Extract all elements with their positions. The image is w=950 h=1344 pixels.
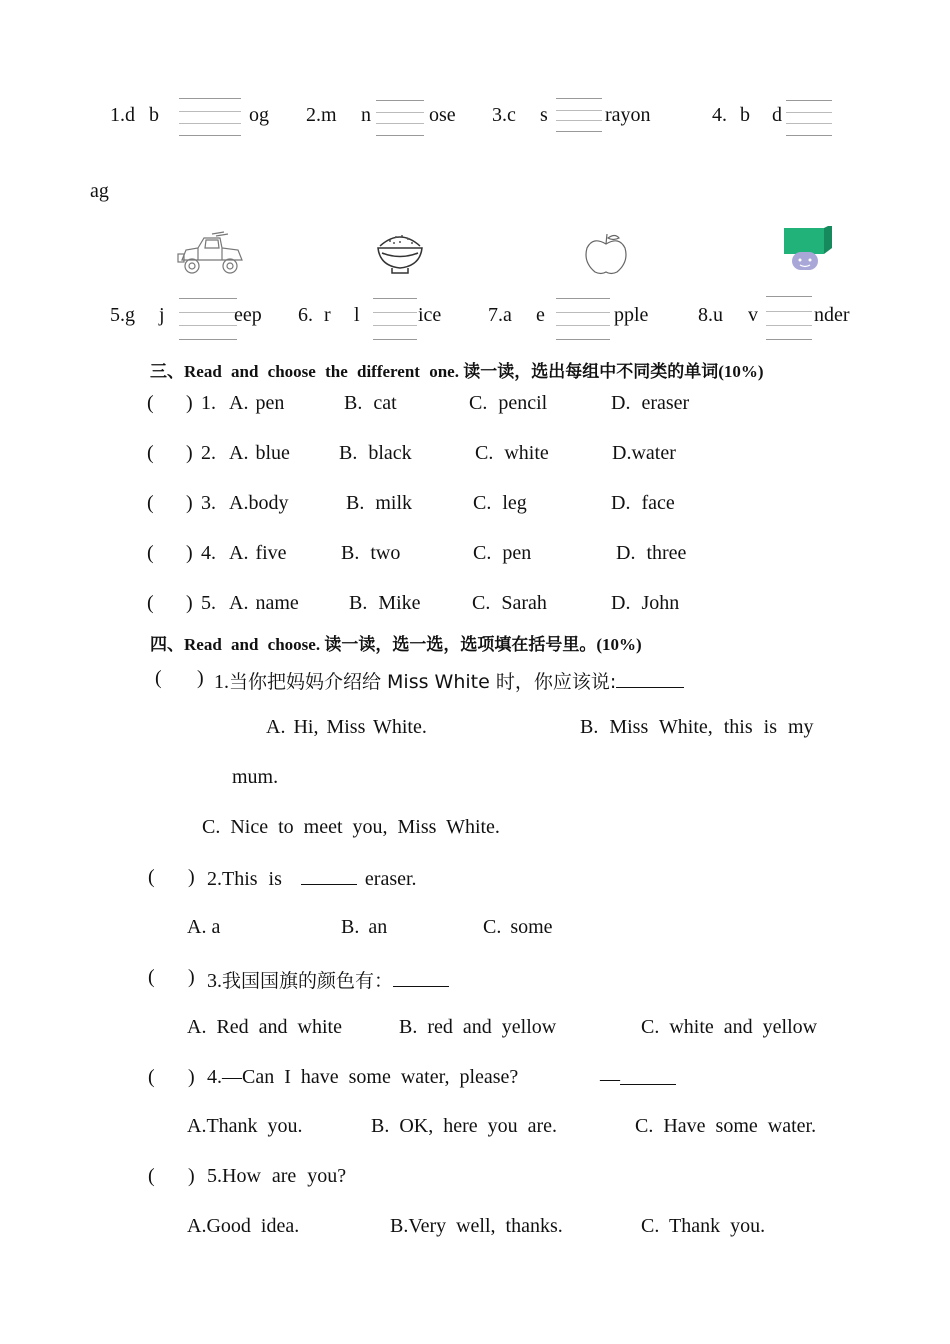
answer-paren-open: ( <box>147 592 154 614</box>
item-7-ending: pple <box>614 304 649 326</box>
option-d[interactable]: D. John <box>611 592 680 614</box>
part3-title: 三、Read and choose the different one. 读一读，选出每组中不同类的单词(10%) <box>150 362 764 382</box>
q3-option-a[interactable]: A. Red and white <box>187 1016 342 1038</box>
answer-paren-close: ) <box>197 667 204 689</box>
answer-paren-open: ( <box>148 1165 155 1187</box>
q4-option-c[interactable]: C. Have some water. <box>635 1115 817 1137</box>
question-4-1-text: 1.当你把妈妈介绍给 Miss White 时，你应该说: <box>214 667 684 694</box>
option-a[interactable]: A. blue <box>229 442 290 464</box>
option-a[interactable]: A. name <box>229 592 299 614</box>
question-number: 5. <box>201 592 216 614</box>
q4-option-b[interactable]: B. OK, here you are. <box>371 1115 558 1137</box>
item-1-ending: og <box>249 104 269 126</box>
option-a[interactable]: A.body <box>229 492 289 514</box>
item-6-ending: ice <box>418 304 442 326</box>
part4-title: 四、Read and choose. 读一读，选一选，选项填在括号里。(10%) <box>150 635 642 655</box>
item-5-write-lines[interactable] <box>179 298 237 340</box>
item-8-ending: nder <box>814 304 850 326</box>
question-number: 3. <box>201 492 216 514</box>
item-2-ending: ose <box>429 104 456 126</box>
item-4-letter-1: b <box>740 104 750 126</box>
question-number: 4. <box>201 542 216 564</box>
question-4-4-reply: — <box>600 1066 676 1091</box>
option-b[interactable]: B. cat <box>344 392 397 414</box>
q3-option-b[interactable]: B. red and yellow <box>399 1016 557 1038</box>
question-4-3-text: 3.我国国旗的颜色有： <box>207 966 449 993</box>
q3-option-c[interactable]: C. white and yellow <box>641 1016 818 1038</box>
answer-paren-open: ( <box>147 442 154 464</box>
option-b[interactable]: B. milk <box>346 492 413 514</box>
jeep-icon <box>176 230 246 280</box>
item-6-letter-2: l <box>354 304 360 326</box>
item-8-number: 8.u <box>698 304 723 326</box>
eraser-icon <box>782 226 834 274</box>
item-1-write-lines[interactable] <box>179 98 241 136</box>
answer-paren-open: ( <box>148 966 155 988</box>
q5-option-b[interactable]: B.Very well, thanks. <box>390 1215 563 1237</box>
item-2-letter: n <box>361 104 371 126</box>
answer-paren-open: ( <box>148 1066 155 1088</box>
option-d[interactable]: D. eraser <box>611 392 690 414</box>
item-7-write-lines[interactable] <box>556 298 610 340</box>
answer-paren-close: ) <box>186 392 193 414</box>
q2-option-b[interactable]: B. an <box>341 916 388 938</box>
item-5-ending: eep <box>234 304 262 326</box>
option-c[interactable]: C. pencil <box>469 392 548 414</box>
q5-option-a[interactable]: A.Good idea. <box>187 1215 300 1237</box>
item-3-letter: s <box>540 104 548 126</box>
item-3-write-lines[interactable] <box>556 98 602 132</box>
q1-option-a[interactable]: A. Hi, Miss White. <box>266 716 427 738</box>
answer-paren-close: ) <box>188 1066 195 1088</box>
item-8-letter: v <box>748 304 758 326</box>
item-3-number: 3.c <box>492 104 516 126</box>
item-4-write-lines[interactable] <box>786 100 832 136</box>
question-4-4-text: 4.—Can I have some water, please? <box>207 1066 519 1088</box>
item-4-letter-2: d <box>772 104 782 126</box>
item-6-write-lines[interactable] <box>373 298 417 340</box>
answer-paren-close: ) <box>186 592 193 614</box>
answer-paren-close: ) <box>186 442 193 464</box>
option-d[interactable]: D. three <box>616 542 687 564</box>
question-number: 2. <box>201 442 216 464</box>
apple-icon <box>583 232 629 276</box>
answer-paren-close: ) <box>186 542 193 564</box>
answer-paren-close: ) <box>186 492 193 514</box>
option-c[interactable]: C. white <box>475 442 549 464</box>
answer-paren-close: ) <box>188 966 195 988</box>
answer-paren-open: ( <box>147 492 154 514</box>
question-4-2-text: 2.This is eraser. <box>207 868 417 890</box>
item-2-write-lines[interactable] <box>376 100 424 136</box>
option-c[interactable]: C. leg <box>473 492 527 514</box>
item-5-letter: j <box>159 304 165 326</box>
item-6-number: 6. <box>298 304 313 326</box>
q1-option-b[interactable]: B. Miss White, this is my <box>580 716 814 738</box>
question-4-5-text: 5.How are you? <box>207 1165 347 1187</box>
item-6-letter-1: r <box>324 304 331 326</box>
question-number: 1. <box>201 392 216 414</box>
item-7-letter: e <box>536 304 545 326</box>
answer-paren-open: ( <box>147 392 154 414</box>
option-b[interactable]: B. Mike <box>349 592 421 614</box>
answer-blank[interactable] <box>393 968 449 987</box>
option-a[interactable]: A. five <box>229 542 287 564</box>
option-b[interactable]: B. two <box>341 542 401 564</box>
q4-option-a[interactable]: A.Thank you. <box>187 1115 303 1137</box>
item-8-write-lines[interactable] <box>766 296 812 340</box>
q1-option-c[interactable]: C. Nice to meet you, Miss White. <box>202 816 500 838</box>
q1-option-b-continued: mum. <box>232 766 279 788</box>
option-b[interactable]: B. black <box>339 442 412 464</box>
q2-option-c[interactable]: C. some <box>483 916 553 938</box>
q2-option-a[interactable]: A. a <box>187 916 221 938</box>
item-1-number: 1.d <box>110 104 135 126</box>
option-c[interactable]: C. pen <box>473 542 532 564</box>
item-2-number: 2.m <box>306 104 337 126</box>
option-a[interactable]: A. pen <box>229 392 285 414</box>
option-d[interactable]: D. face <box>611 492 675 514</box>
answer-paren-close: ) <box>188 1165 195 1187</box>
item-5-number: 5.g <box>110 304 135 326</box>
answer-paren-close: ) <box>188 866 195 888</box>
answer-blank[interactable] <box>616 669 684 688</box>
answer-blank[interactable] <box>301 866 357 885</box>
answer-paren-open: ( <box>147 542 154 564</box>
item-7-number: 7.a <box>488 304 512 326</box>
answer-paren-open: ( <box>148 866 155 888</box>
q5-option-c[interactable]: C. Thank you. <box>641 1215 766 1237</box>
option-c[interactable]: C. Sarah <box>472 592 547 614</box>
answer-paren-open: ( <box>155 667 162 689</box>
rice-bowl-icon <box>374 226 426 278</box>
option-d[interactable]: D.water <box>612 442 676 464</box>
answer-blank[interactable] <box>620 1066 676 1085</box>
item-3-ending: rayon <box>605 104 651 126</box>
item-1-letter: b <box>149 104 159 126</box>
item-4-number: 4. <box>712 104 727 126</box>
item-4-ending: ag <box>90 180 109 202</box>
